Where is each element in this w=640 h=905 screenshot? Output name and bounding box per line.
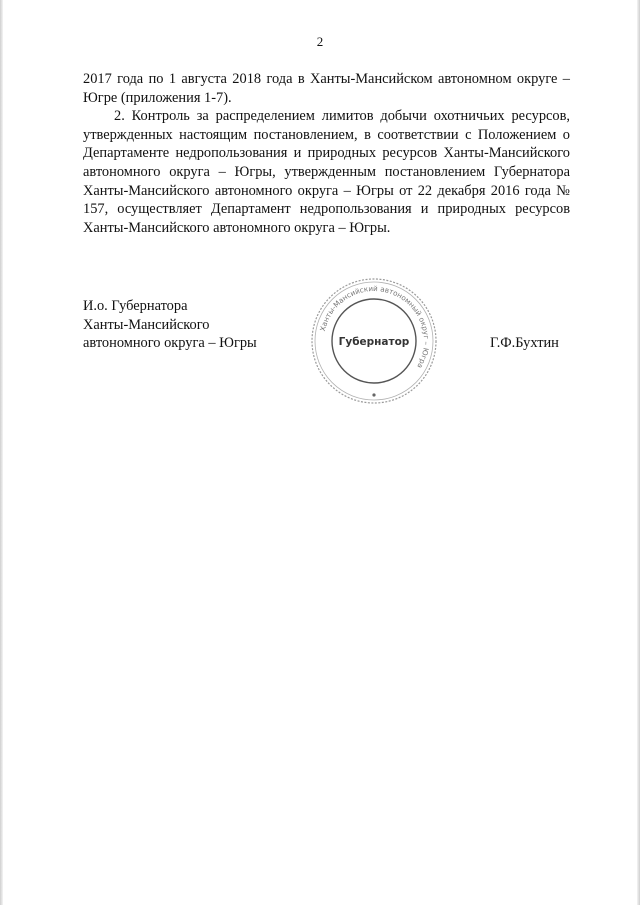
seal-dot [372,393,375,396]
signature-block [83,297,257,353]
signatory-title-line-3: автономного округа – Югры [83,335,257,352]
page-number: 2 [316,34,324,49]
document-body [83,70,570,237]
scan-edge-left [0,0,3,905]
paragraph-continuation: 2017 года по 1 августа 2018 года в Ханты-Мансийском автономном округе – Югре (приложения 1-7). [83,71,570,106]
official-seal [309,276,439,406]
signatory-name: Г.Ф.Бухтин [490,335,559,351]
signatory-title-line-1: И.о. Губернатора [83,298,188,314]
seal-ring-text: Ханты-Мансийский автономный округ – Югра [318,283,432,370]
seal-center-text: Губернатор [338,336,410,348]
paragraph-2: 2. Контроль за распределением лимитов добычи охотничьих ресурсов, утвержденных настоящим постановлением, в соответствии с Положением о Департаменте недропользования и природных ресурсов Ханты-Мансийского автономного округа – Югры, утвержденным постановлением Губернатора Ханты-Мансийского автономного округа – Югры от 22 декабря 2016 года № 157, осуществляет Департамент недропользования и природных ресурсов Ханты-Мансийского автономного округа – Югры. [83,108,570,236]
signatory-title-line-2: Ханты-Мансийского [83,316,210,333]
